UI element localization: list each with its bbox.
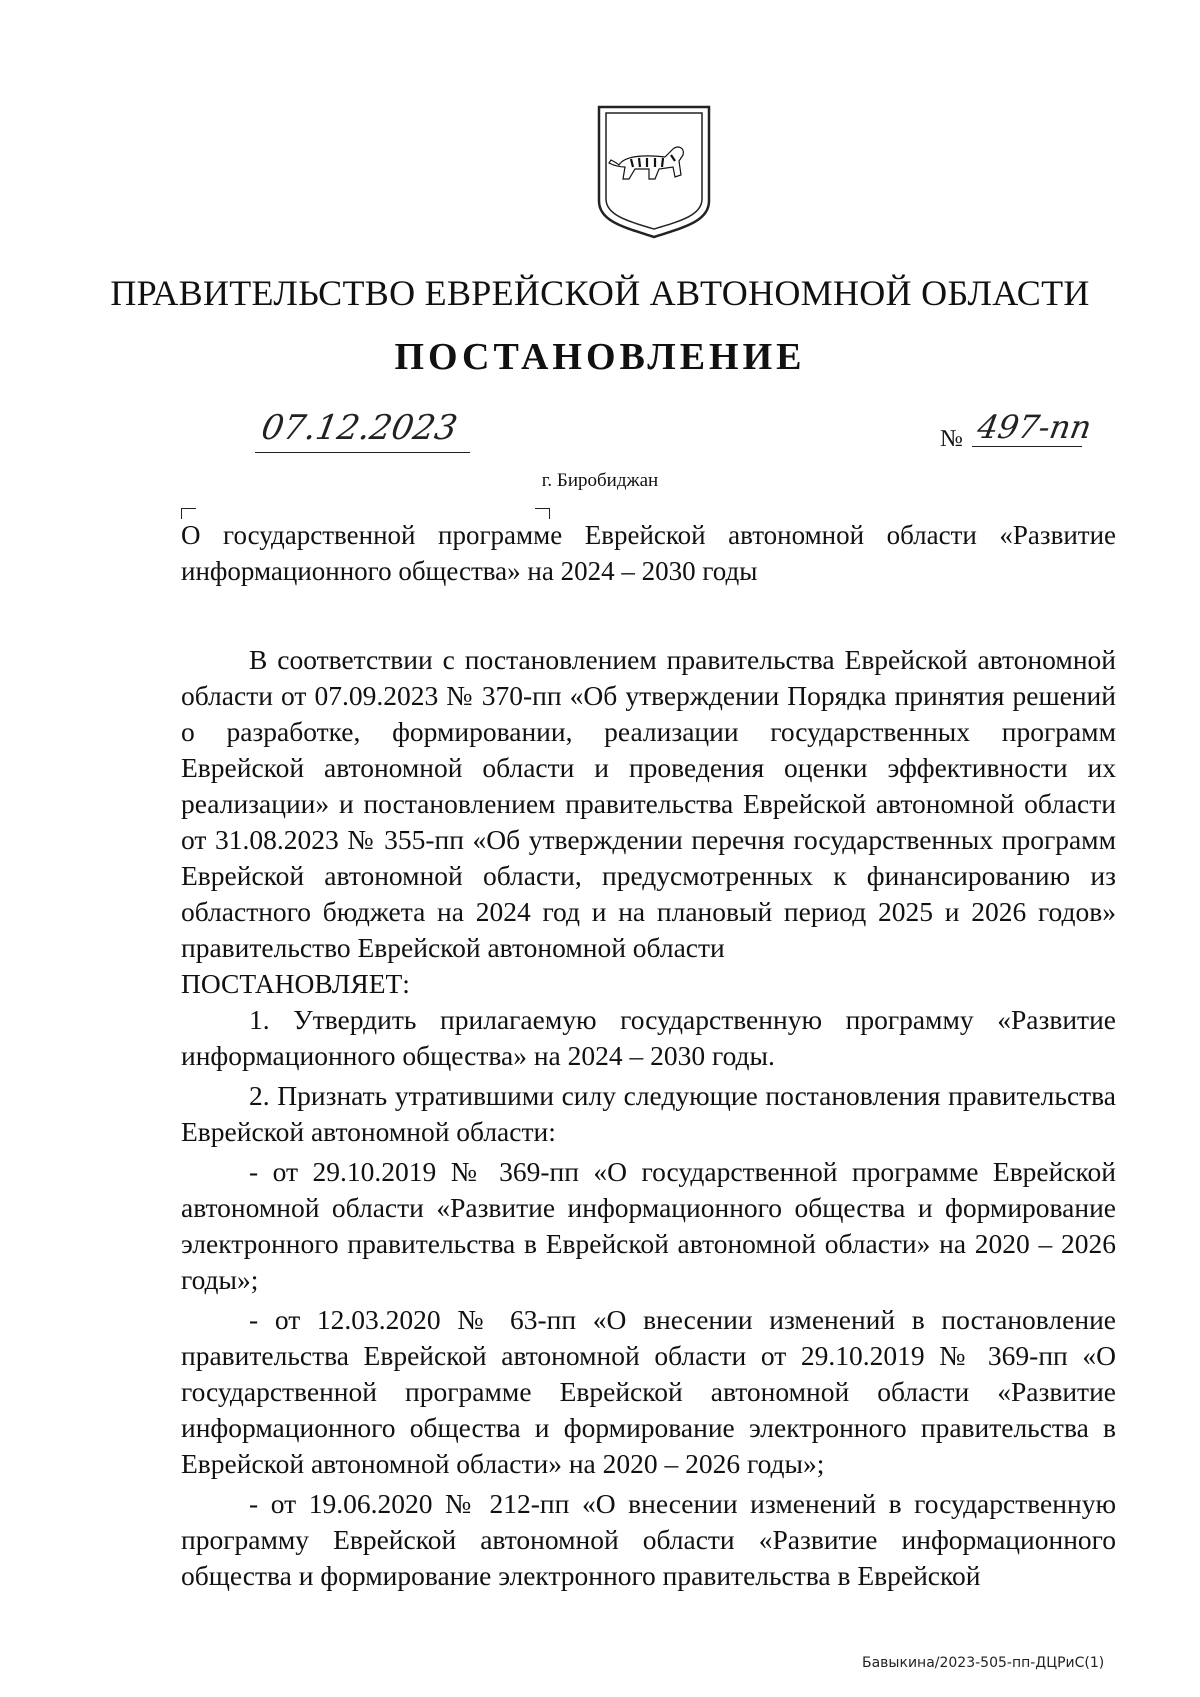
coat-of-arms-emblem [595, 105, 713, 239]
preamble-paragraph: В соответствии с постановлением правительства Еврейской автономной области от 07.09.2023 № 370-пп «Об утверждении Порядка принятия решений о разработке, формировании, реализации государственных программ Еврейской автономной области и проведения оценки эффективности их реализации» и постановлением правительства Еврейской автономной области от 31.08.2023 № 355-пп «Об утверждении перечня государственных программ Еврейской автономной области, предусмотренных к финансированию из областного бюджета на 2024 год и на плановый период 2025 и 2026 годов» правительство Еврейской автономной области [181, 644, 1116, 963]
number-underline [972, 446, 1082, 447]
document-heading: О государственной программе Еврейской автономной области «Развитие информационного общества» на 2024 – 2030 годы [181, 520, 1116, 586]
document-date: 07.12.2023 [258, 408, 461, 448]
date-underline [255, 452, 470, 453]
resolves-line: ПОСТАНОВЛЯЕТ: [181, 968, 410, 999]
number-label: № [940, 426, 963, 452]
document-number: 497-пп [974, 408, 1095, 446]
document-type: ПОСТАНОВЛЕНИЕ [394, 336, 806, 378]
subitem: - от 12.03.2020 № 63-пп «О внесении изменений в постановление правительства Еврейской автономной области от 29.10.2019 № 369-пп «О государственной программе Еврейской автономной области «Развитие информационного общества и формирование электронного правительства в Еврейской автономной области» на 2020 – 2026 годы»; [181, 1304, 1116, 1479]
item-1: 1. Утвердить прилагаемую государственную программу «Развитие информационного общества» на 2024 – 2030 годы. [181, 1004, 1116, 1071]
subitem: - от 19.06.2020 № 212-пп «О внесении изменений в государственную программу Еврейской автономной области «Развитие информационного общества и формирование электронного правительства в Еврейской [181, 1488, 1116, 1591]
city: г. Биробиджан [541, 470, 659, 491]
government-title: ПРАВИТЕЛЬСТВО ЕВРЕЙСКОЙ АВТОНОМНОЙ ОБЛАСТИ [110, 273, 1090, 313]
subitem: - от 29.10.2019 № 369-пп «О государственной программе Еврейской автономной области «Развитие информационного общества и формирование электронного правительства в Еврейской автономной области» на 2020 – 2026 годы»; [181, 1156, 1116, 1295]
tiger-icon [609, 147, 683, 179]
item-2: 2. Признать утратившими силу следующие постановления правительства Еврейской автономной области: [181, 1080, 1116, 1147]
footer-reference: Бавыкина/2023-505-пп-ДЦРиС(1) [862, 1655, 1105, 1671]
document-body [181, 642, 1116, 1594]
